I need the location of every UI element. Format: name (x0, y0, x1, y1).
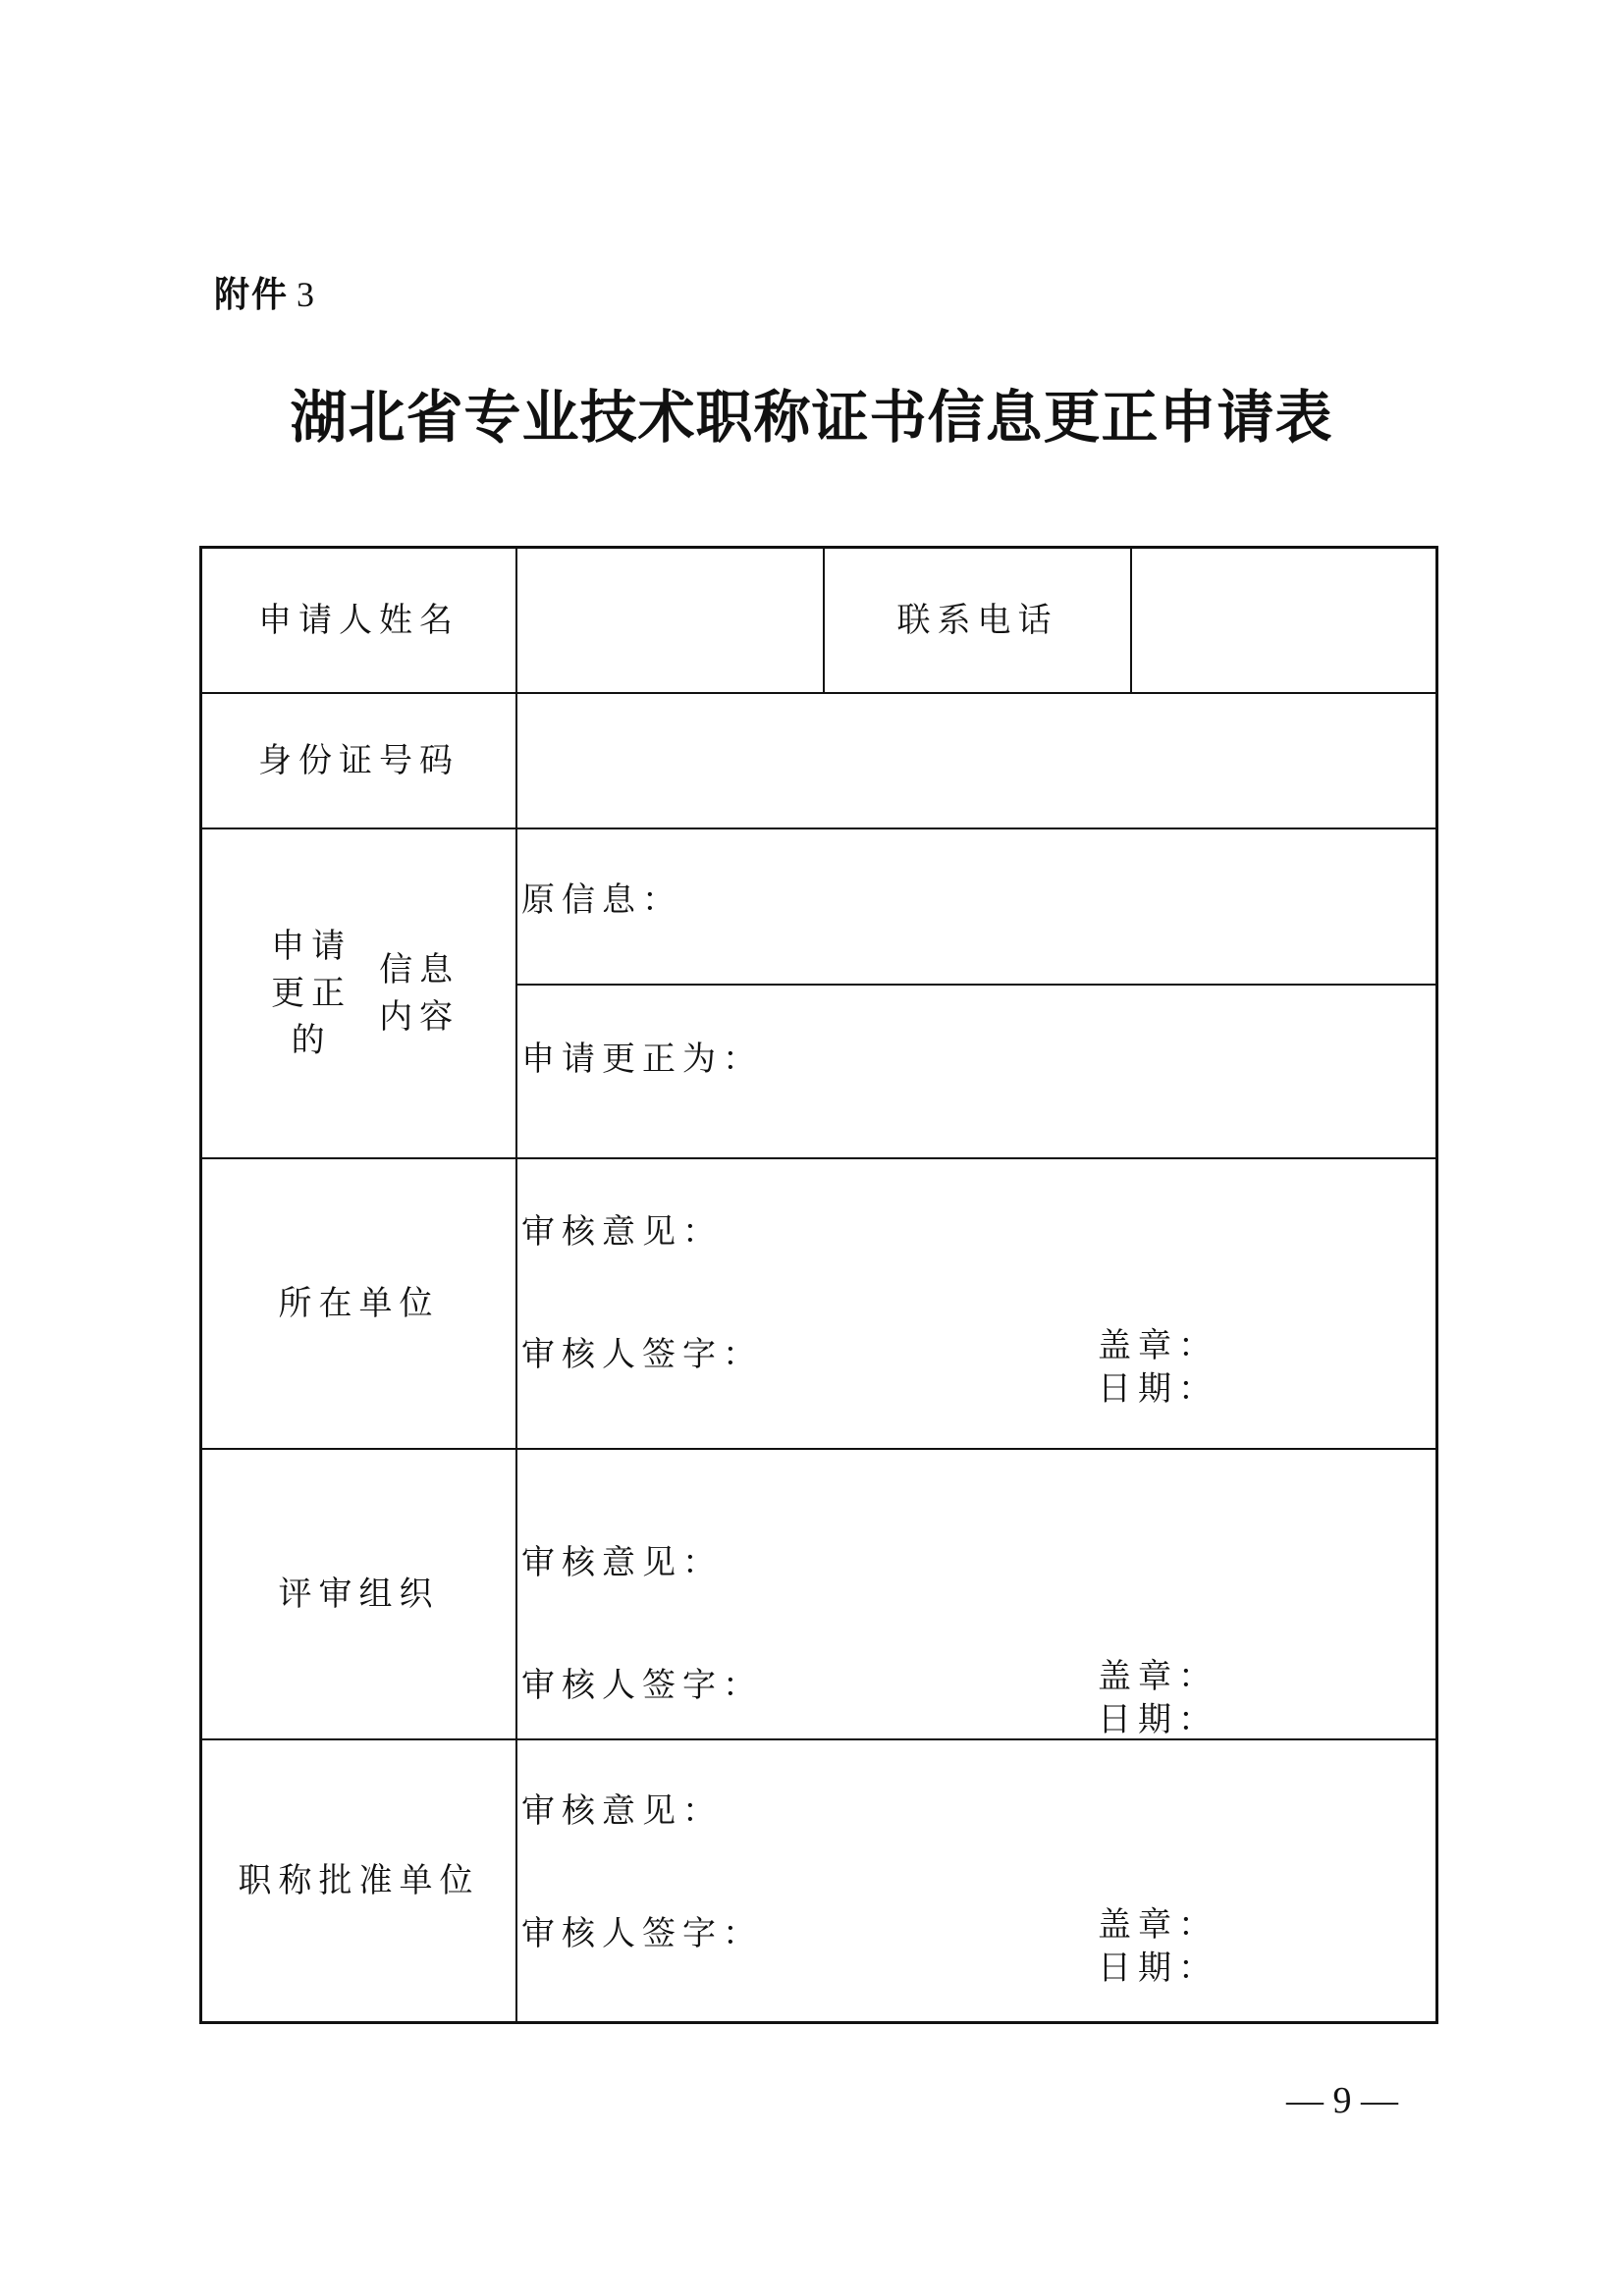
id-number-label: 身份证号码 (258, 741, 460, 780)
seal-label: 盖章： (1098, 1326, 1218, 1365)
corrected-info-label: 申请更正为： (521, 1040, 763, 1079)
reviewer-signature-label: 审核人签字： (521, 1666, 763, 1705)
seal-date-block (1098, 1903, 1218, 1990)
id-number-field[interactable] (517, 694, 1435, 828)
date-label: 日期： (1098, 1700, 1218, 1739)
correction-content-label: 申请更正的 信息内容 (271, 927, 460, 1060)
row-divider (516, 984, 1435, 986)
seal-date-block (1098, 1655, 1218, 1741)
attachment-text: 附件 (214, 275, 290, 315)
reviewer-signature-label: 审核人签字： (521, 1335, 763, 1374)
attachment-number: 3 (297, 275, 317, 314)
phone-label: 联系电话 (896, 601, 1058, 640)
date-label: 日期： (1098, 1949, 1218, 1988)
section-unit-label: 所在单位 (278, 1284, 440, 1323)
section-approval-unit-label: 职称批准单位 (238, 1861, 480, 1900)
attachment-label (214, 267, 316, 317)
original-info-label: 原信息： (521, 881, 682, 920)
correction-form-table (199, 546, 1438, 2024)
applicant-name-field[interactable] (517, 549, 823, 692)
page-number: — 9 — (1286, 2080, 1398, 2121)
seal-label: 盖章： (1098, 1905, 1218, 1945)
seal-date-block (1098, 1324, 1218, 1411)
seal-label: 盖章： (1098, 1657, 1218, 1696)
applicant-name-label: 申请人姓名 (258, 601, 460, 640)
reviewer-signature-label: 审核人签字： (521, 1914, 763, 1953)
review-opinion-label: 审核意见： (521, 1543, 723, 1582)
review-opinion-label: 审核意见： (521, 1212, 723, 1252)
date-label: 日期： (1098, 1369, 1218, 1409)
section-review-org-label: 评审组织 (278, 1575, 440, 1614)
review-opinion-label: 审核意见： (521, 1791, 723, 1831)
page-title: 湖北省专业技术职称证书信息更正申请表 (290, 384, 1333, 451)
phone-field[interactable] (1132, 549, 1435, 692)
